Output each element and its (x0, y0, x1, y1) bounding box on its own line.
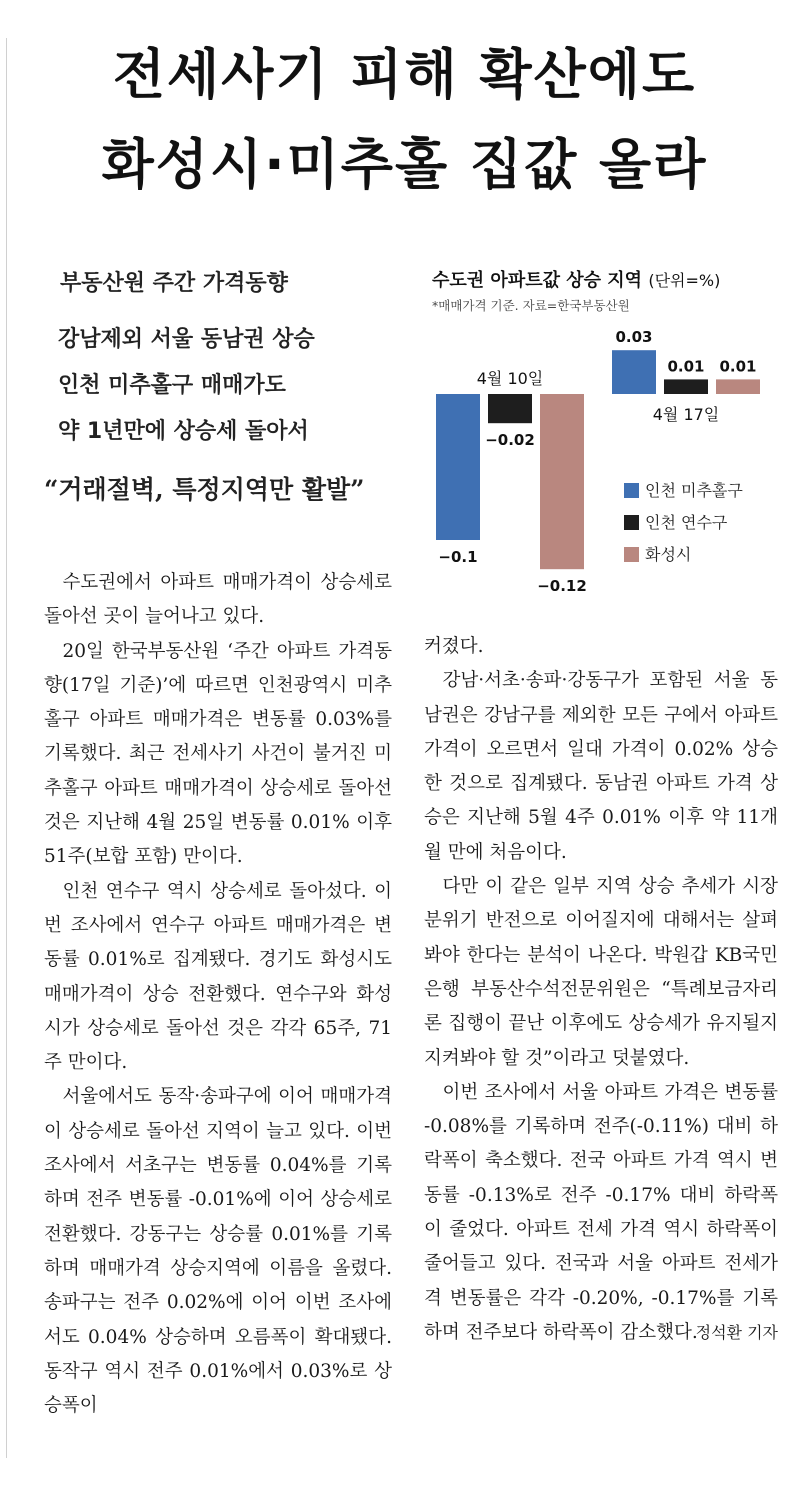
subhead-1: 강남제외 서울 동남권 상승 (58, 327, 315, 352)
bar-chart (420, 320, 800, 610)
legend-swatch (624, 515, 639, 530)
pull-quote: “거래절벽, 특정지역만 활발” (44, 475, 365, 504)
paragraph: 다만 이 같은 일부 지역 상승 추세가 시장 분위기 반전으로 이어질지에 대해서는 살펴봐야 한다는 분석이 나온다. 박원갑 KB국민은행 부동산수석전문위원은 “특례보금자리론 집행이 끝난 이후에도 상승세가 유지될지 지켜봐야 할 것”이라고 덧붙였다. (424, 876, 778, 1069)
legend-label: 인천 연수구 (645, 513, 728, 532)
data-label: −0.02 (485, 431, 535, 450)
chart-unit: (단위=%) (648, 271, 721, 290)
paragraph: 이번 조사에서 서울 아파트 가격은 변동률 -0.08%를 기록하며 전주(-0.11%) 대비 하락폭이 축소했다. 전국 아파트 가격 역시 변동률 -0.13%로 전주 -0.17% 대비 하락폭이 줄었다. 아파트 전세 가격 역시 하락폭이 줄어들고 있다. 전국과 서울 아파트 전세가격 변동률은 각각 -0.20%, -0.17%를 기록하며 전주보다 하락폭이 감소했다. (424, 1081, 778, 1343)
byline: 정석환 기자 (695, 1322, 778, 1342)
legend-item-yeonsu (624, 510, 727, 533)
paragraph: 수도권에서 아파트 매매가격이 상승세로 돌아선 곳이 늘어나고 있다. (44, 572, 392, 628)
article-column-left (44, 566, 392, 1423)
data-label: −0.1 (438, 548, 478, 566)
legend-swatch (624, 483, 639, 498)
legend-label: 화성시 (645, 545, 692, 564)
legend-swatch (624, 547, 639, 562)
data-label: 0.01 (667, 357, 705, 376)
headline-line-2: 화성시·미추홀 집값 올라 (101, 133, 708, 196)
chart-title (432, 266, 720, 292)
data-label: 0.01 (719, 357, 757, 376)
category-label: 4월 17일 (652, 405, 720, 424)
bar-apr10-series-1 (488, 394, 532, 423)
legend-item-hwaseong (624, 542, 691, 565)
headline-line-1: 전세사기 피해 확산에도 (112, 43, 697, 106)
chart-source-note: *매매가격 기준. 자료=한국부동산원 (432, 298, 630, 313)
category-label: 4월 10일 (476, 369, 544, 388)
paragraph: 서울에서도 동작·송파구에 이어 매매가격이 상승세로 돌아선 지역이 늘고 있다. 이번 조사에서 서초구는 변동률 0.04%를 기록하며 전주 변동률 -0.01%에 이어 상승세로 전환했다. 강동구는 상승률 0.01%를 기록하며 매매가격 상승지역에 이름을 올렸다. 송파구는 전주 0.02%에 이어 이번 조사에서도 0.04% 상승하며 오름폭이 확대됐다. 동작구 역시 전주 0.01%에서 0.03%로 상승폭이 (44, 1086, 392, 1417)
bar-apr17-series-1 (664, 379, 708, 394)
subhead-2: 인천 미추홀구 매매가도 (58, 373, 286, 398)
subhead-label: 부동산원 주간 가격동향 (60, 271, 288, 296)
paragraph: 인천 연수구 역시 상승세로 돌아섰다. 이번 조사에서 연수구 아파트 매매가격은 변동률 0.01%로 집계됐다. 경기도 화성시도 매매가격이 상승 전환했다. 연수구와 화성시가 상승세로 돌아선 것은 각각 65주, 71주 만이다. (44, 880, 392, 1074)
paragraph: 강남·서초·송파·강동구가 포함된 서울 동남권은 강남구를 제외한 모든 구에서 아파트 가격이 오르면서 일대 가격이 0.02% 상승한 것으로 집계됐다. 동남권 아파트 가격 상승은 지난해 5월 4주 0.01% 이후 약 11개월 만에 처음이다. (424, 670, 778, 863)
column-divider (6, 38, 7, 1458)
data-label: 0.03 (615, 328, 653, 347)
paragraph: 20일 한국부동산원 ‘주간 아파트 가격동향(17일 기준)’에 따르면 인천광역시 미추홀구 아파트 매매가격은 변동률 0.03%를 기록했다. 최근 전세사기 사건이 불거진 미추홀구 아파트 매매가격이 상승세로 돌아선 것은 지난해 4월 25일 변동률 0.01% 이후 51주(보합 포함) 만이다. (44, 640, 392, 868)
chart-title-text: 수도권 아파트값 상승 지역 (432, 270, 643, 291)
data-label: −0.12 (537, 577, 587, 596)
legend-label: 인천 미추홀구 (645, 481, 743, 500)
bar-apr17-series-0 (612, 350, 656, 394)
bar-apr10-series-2 (540, 394, 584, 569)
bar-apr10-series-0 (436, 394, 480, 540)
subhead-3: 약 1년만에 상승세 돌아서 (58, 419, 309, 444)
paragraph-continuation: 커졌다. (424, 636, 484, 657)
article-column-right (424, 630, 778, 1350)
legend-item-michuhol (624, 478, 743, 501)
bar-apr17-series-2 (716, 379, 760, 394)
